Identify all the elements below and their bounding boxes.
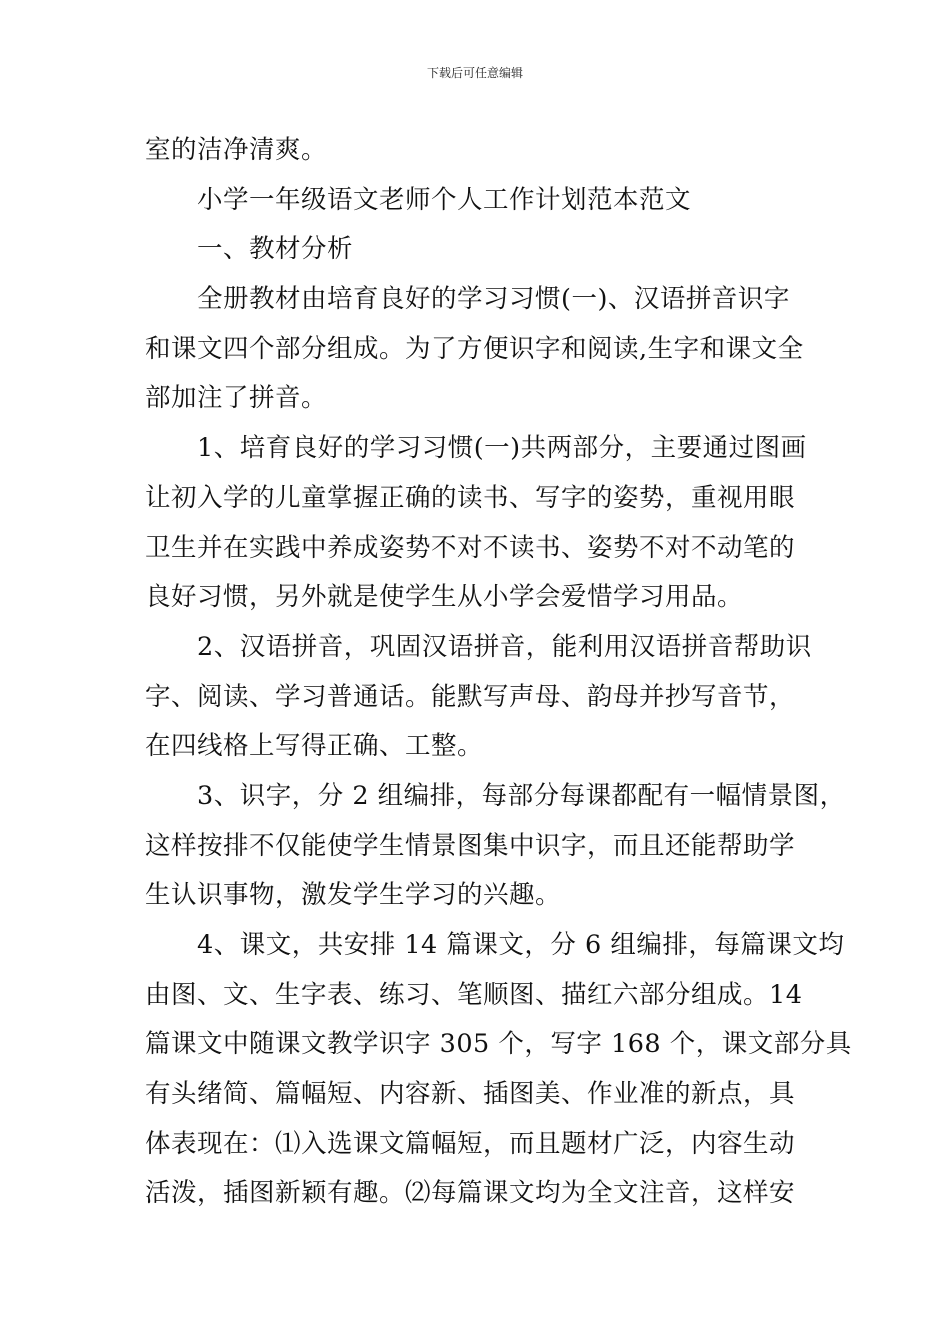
text-line: 体表现在：⑴入选课文篇幅短，而且题材广泛，内容生动 xyxy=(145,1128,796,1159)
text-line: 和课文四个部分组成。为了方便识字和阅读,生字和课文全 xyxy=(145,333,804,364)
text-line: 这样按排不仅能使学生情景图集中识字，而且还能帮助学 xyxy=(145,830,796,861)
text-line: 由图、文、生字表、练习、笔顺图、描红六部分组成。14 xyxy=(145,979,803,1010)
page-header: 下载后可任意编辑 xyxy=(426,66,523,80)
text-line: 活泼，插图新颖有趣。⑵每篇课文均为全文注音，这样安 xyxy=(145,1178,796,1209)
text-line: 生认识事物，激发学生学习的兴趣。 xyxy=(145,880,562,911)
text-line: 字、阅读、学习普通话。能默写声母、韵母并抄写音节， xyxy=(145,681,796,712)
document-body xyxy=(145,126,852,1219)
text-line: 1、培育良好的学习习惯(一)共两部分，主要通过图画 xyxy=(197,433,807,464)
section-heading: 一、教材分析 xyxy=(197,234,354,265)
text-line: 卫生并在实践中养成姿势不对不读书、姿势不对不动笔的 xyxy=(145,532,796,563)
text-line: 在四线格上写得正确、工整。 xyxy=(145,731,484,762)
text-line: 部加注了拼音。 xyxy=(145,383,328,414)
text-line: 3、识字，分 2 组编排，每部分每课都配有一幅情景图， xyxy=(197,780,846,811)
text-line: 4、课文，共安排 14 篇课文，分 6 组编排，每篇课文均 xyxy=(197,930,845,960)
text-line: 篇课文中随课文教学识字 305 个，写字 168 个，课文部分具 xyxy=(145,1029,852,1060)
text-line: 让初入学的儿童掌握正确的读书、写字的姿势，重视用眼 xyxy=(145,482,796,513)
text-line: 有头绪简、篇幅短、内容新、插图美、作业准的新点，具 xyxy=(145,1079,796,1110)
text-line: 2、汉语拼音，巩固汉语拼音，能利用汉语拼音帮助识 xyxy=(197,631,812,662)
text-line: 良好习惯，另外就是使学生从小学会爱惜学习用品。 xyxy=(145,582,744,613)
text-line: 室的洁净清爽。 xyxy=(145,135,328,165)
text-line: 全册教材由培育良好的学习习惯(一)、汉语拼音识字 xyxy=(197,284,790,315)
section-title: 小学一年级语文老师个人工作计划范本范文 xyxy=(197,184,692,215)
